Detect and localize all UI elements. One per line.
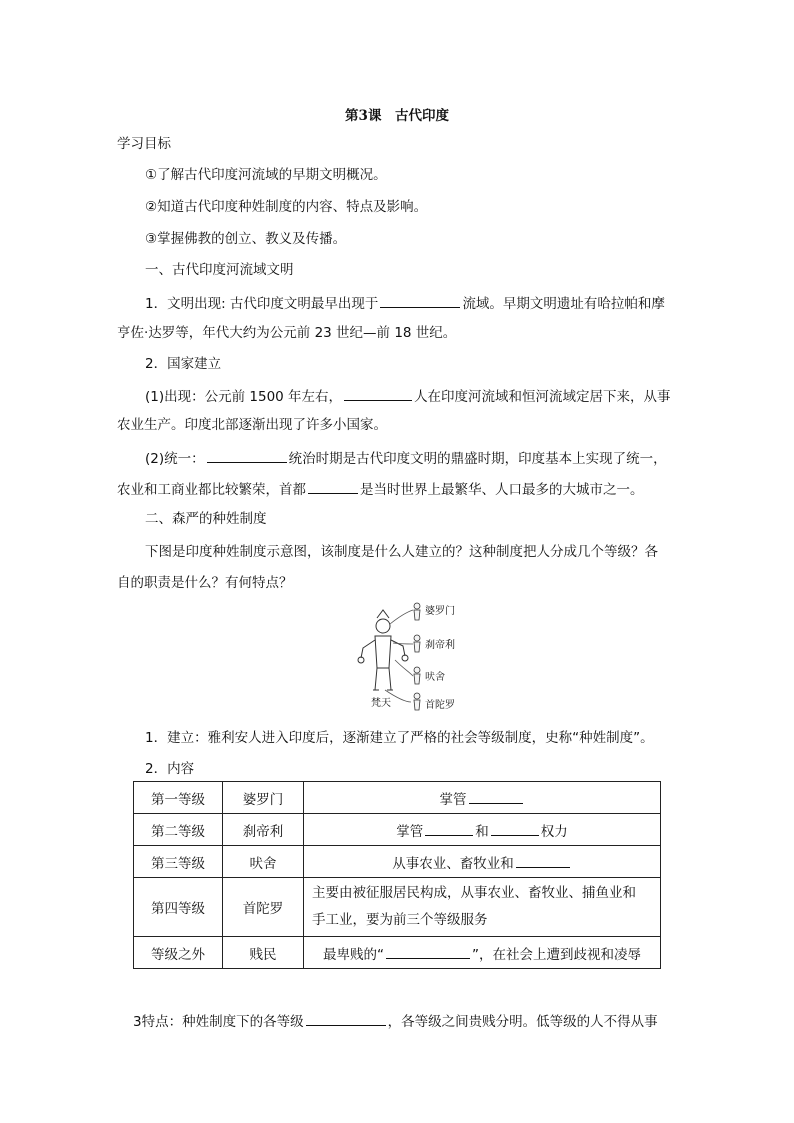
answer-blank[interactable] [491,821,539,836]
section2-paragraph-1: 1．建立：雅利安人进入印度后，逐渐建立了严格的社会等级制度，史称“种姓制度”。 [145,730,654,746]
caste-label-kshatriya: 刹帝利 [425,640,455,651]
table-cell-level: 第一等级 [134,782,223,814]
section1-paragraph-1-cont: 亨佐·达罗等，年代大约为公元前 23 世纪—前 18 世纪。 [117,325,457,341]
answer-blank[interactable] [344,386,412,401]
answer-blank[interactable] [425,821,473,836]
answer-blank[interactable] [308,479,358,494]
section1-para-2-1 [145,386,671,406]
table-cell-caste: 吠舍 [223,846,304,878]
answer-blank[interactable] [386,944,470,959]
text-span: 掌管 [396,823,424,840]
table-cell-duty [304,814,661,846]
objective-item-2: ②知道古代印度种姓制度的内容、特点及影响。 [145,199,428,215]
text-line: 主要由被征服居民构成，从事农业、畜牧业、捕鱼业和 [312,885,636,901]
answer-blank[interactable] [380,293,460,308]
text-span: (2)统一： [145,451,205,467]
caste-diagram-figure [355,598,475,713]
text-span: 是当时世界上最繁华、人口最多的大城市之一。 [360,482,644,498]
text-line: 手工业，要为前三个等级服务 [312,912,488,928]
table-cell-level: 第三等级 [134,846,223,878]
text-span: 人在印度河流域和恒河流域定居下来，从事 [414,389,671,405]
answer-blank[interactable] [306,1011,386,1026]
text-span: 农业和工商业都比较繁荣，首都 [117,482,306,498]
text-span: 统治时期是古代印度文明的鼎盛时期，印度基本上实现了统一， [288,451,667,467]
objective-item-3: ③掌握佛教的创立、教义及传播。 [145,231,347,247]
text-span: 和 [475,823,489,840]
section1-subheading-2: 2．国家建立 [145,356,222,372]
caste-label-shudra: 首陀罗 [425,700,455,711]
table-row [134,782,661,814]
table-row [134,814,661,846]
objective-item-1: ①了解古代印度河流域的早期文明概况。 [145,167,387,183]
text-span: 掌管 [439,791,467,808]
caste-label-brahmin: 婆罗门 [425,606,455,617]
section1-para-2-1-cont: 农业生产。印度北部逐渐出现了许多小国家。 [117,417,387,433]
text-span: 1．文明出现: 古代印度文明最早出现于 [145,296,379,312]
section2-question-cont: 自的职责是什么？有何特点？ [117,575,293,591]
table-row [134,878,661,937]
answer-blank[interactable] [516,853,570,868]
section1-para-2-2-cont [117,479,644,499]
section1-paragraph-1 [145,293,665,313]
caste-table [133,781,661,969]
section2-subheading-2: 2．内容 [145,761,195,777]
section2-heading: 二、森严的种姓制度 [145,511,267,527]
section2-question: 下图是印度种姓制度示意图，该制度是什么人建立的？这种制度把人分成几个等级？各 [145,544,658,560]
section1-para-2-2 [145,448,667,468]
table-cell-caste: 首陀罗 [223,878,304,937]
table-row [134,937,661,969]
table-cell-level: 等级之外 [134,937,223,969]
text-span: 从事农业、畜牧业和 [392,855,514,872]
table-cell-duty [304,878,661,937]
table-cell-caste: 贱民 [223,937,304,969]
table-cell-duty [304,937,661,969]
brahma-label: 梵天 [371,698,391,709]
table-cell-level: 第四等级 [134,878,223,937]
table-cell-duty [304,782,661,814]
text-span: 3特点：种姓制度下的各等级 [133,1014,304,1030]
text-span: 权力 [540,823,568,840]
section2-paragraph-3 [133,1011,658,1031]
text-span: ，各等级之间贵贱分明。低等级的人不得从事 [387,1014,658,1030]
text-span: ”，在社会上遭到歧视和凌辱 [472,946,641,963]
table-row [134,846,661,878]
table-cell-caste: 婆罗门 [223,782,304,814]
section1-heading: 一、古代印度河流域文明 [145,262,294,278]
page-title: 第3课 古代印度 [345,108,449,124]
answer-blank[interactable] [469,789,523,804]
objectives-heading: 学习目标 [117,136,171,152]
table-cell-caste: 刹帝利 [223,814,304,846]
text-span: (1)出现：公元前 1500 年左右， [145,389,343,405]
text-span: 流域。早期文明遗址有哈拉帕和摩 [462,296,665,312]
table-cell-level: 第二等级 [134,814,223,846]
answer-blank[interactable] [207,448,287,463]
text-span: 最卑贱的“ [323,946,384,963]
caste-label-vaishya: 吠舍 [425,672,445,683]
table-cell-duty [304,846,661,878]
